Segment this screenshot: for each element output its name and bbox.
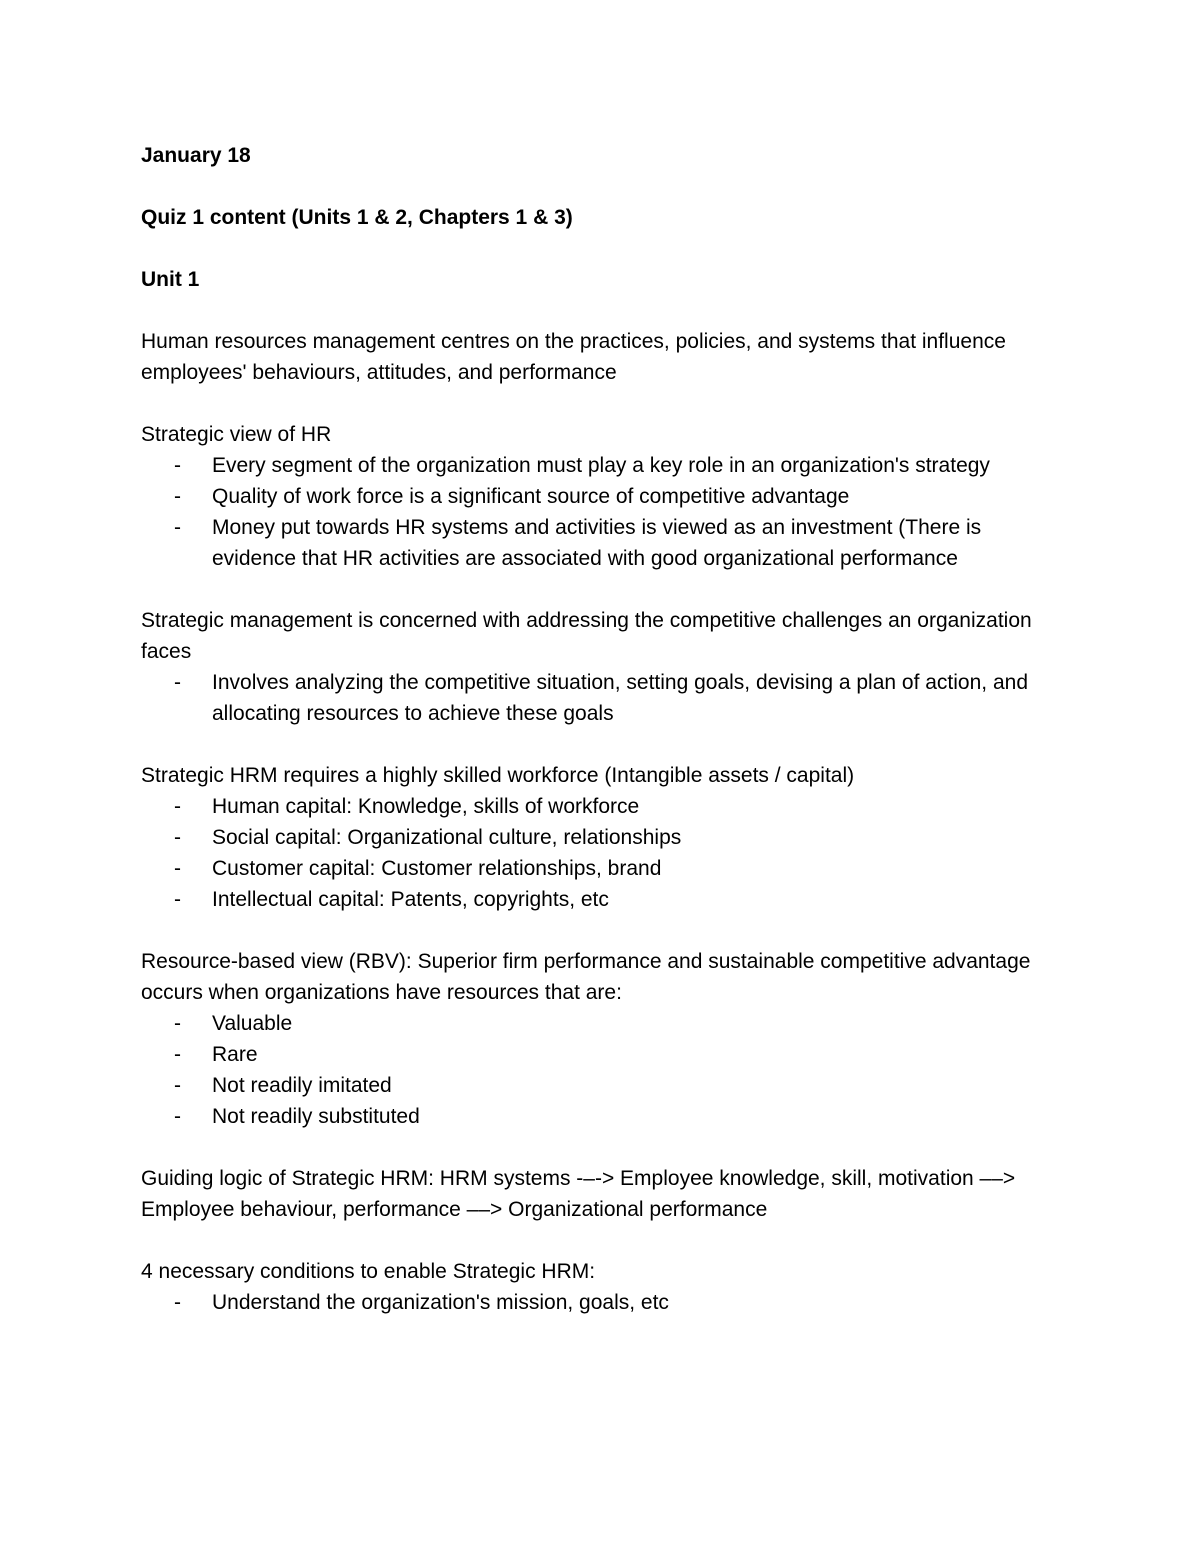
strategic-hrm-list	[141, 791, 1061, 915]
spacer	[141, 1132, 1061, 1163]
conditions-title: 4 necessary conditions to enable Strategic HRM:	[141, 1260, 596, 1283]
hrm-definition: Human resources management centres on the practices, policies, and systems that influence employees' behaviours, attitudes, and performance	[141, 330, 1006, 384]
strategic-view-list	[141, 450, 1061, 574]
rbv-list	[141, 1008, 1061, 1132]
list-item-text: Not readily substituted	[212, 1105, 420, 1128]
dash-bullet: -	[174, 1074, 181, 1097]
list-item	[141, 1070, 1061, 1101]
dash-bullet: -	[174, 485, 181, 508]
list-item-text: Not readily imitated	[212, 1074, 392, 1097]
list-item-text: Customer capital: Customer relationships, brand	[212, 857, 662, 880]
list-item-text: Human capital: Knowledge, skills of workforce	[212, 795, 640, 818]
dash-bullet: -	[174, 857, 181, 880]
unit-title: Unit 1	[141, 268, 200, 291]
list-item-text: Social capital: Organizational culture, relationships	[212, 826, 682, 849]
list-item	[141, 450, 1061, 481]
list-item	[141, 481, 1061, 512]
list-item	[141, 1008, 1061, 1039]
list-item-text: Quality of work force is a significant source of competitive advantage	[212, 485, 850, 508]
list-item-text: Every segment of the organization must play a key role in an organization's strategy	[212, 454, 990, 477]
dash-bullet: -	[174, 1105, 181, 1128]
guiding-logic: Guiding logic of Strategic HRM: HRM systems -–-> Employee knowledge, skill, motivation ––> Employee behaviour, performance ––> Organizational performance	[141, 1167, 1016, 1221]
rbv-title: Resource-based view (RBV): Superior firm performance and sustainable competitive advantage occurs when organizations have resources that are:	[141, 950, 1031, 1004]
spacer	[141, 171, 1061, 202]
list-item	[141, 884, 1061, 915]
dash-bullet: -	[174, 516, 181, 539]
list-item-text: Valuable	[212, 1012, 293, 1035]
dash-bullet: -	[174, 671, 181, 694]
dash-bullet: -	[174, 454, 181, 477]
dash-bullet: -	[174, 1043, 181, 1066]
conditions-list	[141, 1287, 1061, 1318]
spacer	[141, 1225, 1061, 1256]
list-item-text: Understand the organization's mission, goals, etc	[212, 1291, 669, 1314]
list-item	[141, 1039, 1061, 1070]
list-item	[141, 512, 1061, 574]
spacer	[141, 388, 1061, 419]
spacer	[141, 574, 1061, 605]
spacer	[141, 729, 1061, 760]
list-item-text: Money put towards HR systems and activities is viewed as an investment (There is evidence that HR activities are associated with good organizational performance	[212, 516, 982, 570]
strategic-management-title: Strategic management is concerned with addressing the competitive challenges an organization faces	[141, 609, 1032, 663]
list-item-text: Rare	[212, 1043, 258, 1066]
list-item-text: Intellectual capital: Patents, copyrights, etc	[212, 888, 609, 911]
spacer	[141, 233, 1061, 264]
dash-bullet: -	[174, 888, 181, 911]
quiz-title: Quiz 1 content (Units 1 & 2, Chapters 1 & 3)	[141, 206, 573, 229]
dash-bullet: -	[174, 826, 181, 849]
list-item-text: Involves analyzing the competitive situation, setting goals, devising a plan of action, and allocating resources to achieve these goals	[212, 671, 1028, 725]
dash-bullet: -	[174, 1012, 181, 1035]
dash-bullet: -	[174, 1291, 181, 1314]
strategic-management-list	[141, 667, 1061, 729]
spacer	[141, 295, 1061, 326]
list-item	[141, 791, 1061, 822]
list-item	[141, 667, 1061, 729]
list-item	[141, 853, 1061, 884]
spacer	[141, 915, 1061, 946]
date-heading: January 18	[141, 144, 251, 167]
document-page	[141, 140, 1061, 1318]
strategic-view-title: Strategic view of HR	[141, 423, 332, 446]
strategic-hrm-title: Strategic HRM requires a highly skilled workforce (Intangible assets / capital)	[141, 764, 855, 787]
list-item	[141, 822, 1061, 853]
list-item	[141, 1287, 1061, 1318]
list-item	[141, 1101, 1061, 1132]
dash-bullet: -	[174, 795, 181, 818]
